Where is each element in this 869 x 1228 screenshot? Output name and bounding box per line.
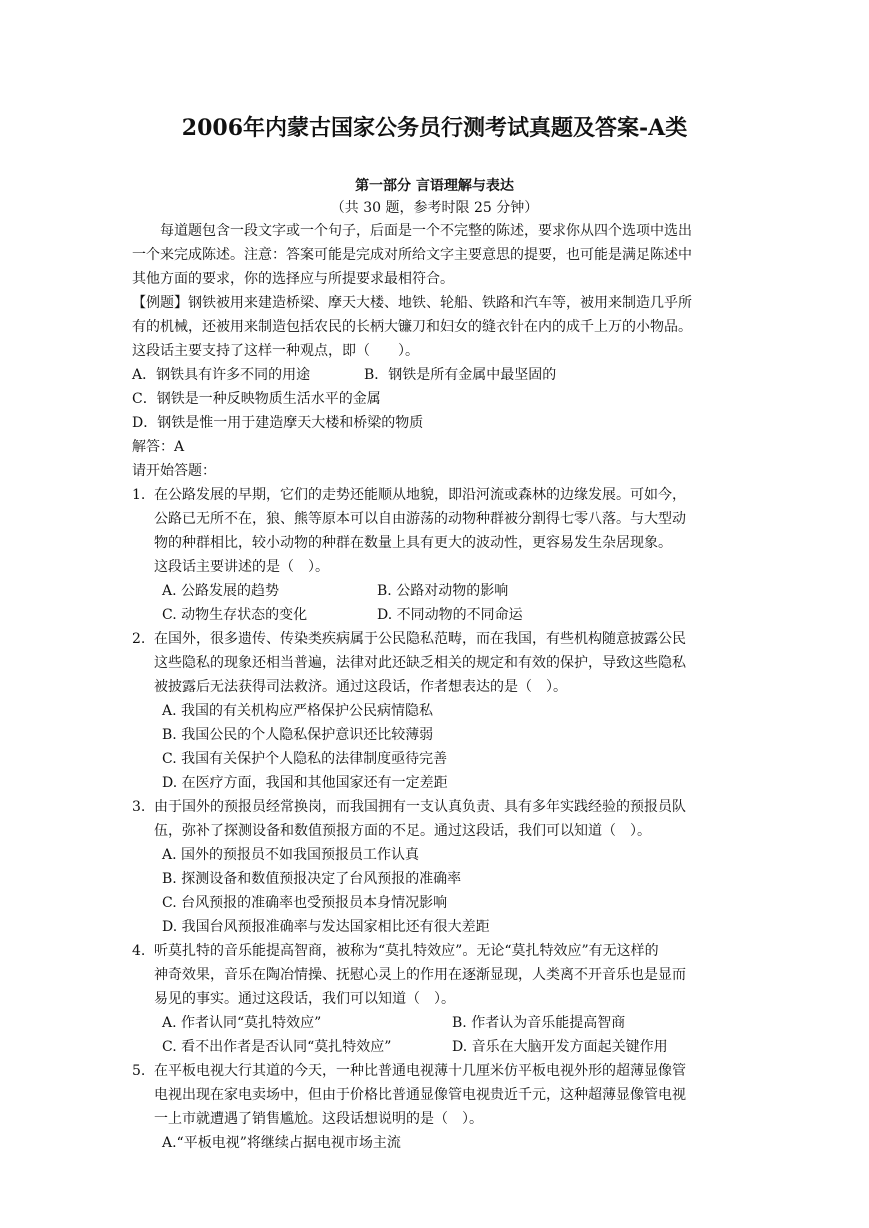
option-d: D. 音乐在大脑开发方面起关键作用 <box>452 1039 668 1055</box>
example-line: 【例题】钢铁被用来建造桥梁、摩天大楼、地铁、轮船、铁路和汽车等，被用来制造几乎所 <box>132 295 692 311</box>
question-line: 听莫扎特的音乐能提高智商，被称为“莫扎特效应”。无论“莫扎特效应”有无这样的 <box>154 943 659 959</box>
question-line: 在国外，很多遗传、传染类疾病属于公民隐私范畴，而在我国，有些机构随意披露公民 <box>154 631 686 647</box>
question-1 <box>132 483 737 507</box>
question-line: 这些隐私的现象还相当普遍，法律对此还缺乏相关的规定和有效的保护，导致这些隐私 <box>154 655 686 671</box>
option-a: A. 国外的预报员不如我国预报员工作认真 <box>162 847 420 863</box>
option-c: C. 看不出作者是否认同“莫扎特效应” <box>162 1039 392 1055</box>
option-a: A. 作者认同“莫扎特效应” <box>162 1015 322 1031</box>
question-line: 伍，弥补了探测设备和数值预报方面的不足。通过这段话，我们可以知道（ ）。 <box>154 823 651 839</box>
question-line: 电视出现在家电卖场中，但由于价格比普通显像管电视贵近千元，这种超薄显像管电视 <box>154 1087 686 1103</box>
option-d: D. 我国台风预报准确率与发达国家相比还有很大差距 <box>162 919 490 935</box>
example-option-a: A．钢铁具有许多不同的用途 <box>132 367 311 383</box>
question-line: 由于国外的预报员经常换岗，而我国拥有一支认真负责、具有多年实践经验的预报员队 <box>154 799 686 815</box>
option-b: B. 作者认为音乐能提高智商 <box>452 1015 626 1031</box>
question-number: 4. <box>132 943 146 959</box>
question-4 <box>132 939 737 963</box>
question-number: 3. <box>132 799 146 815</box>
question-3 <box>132 795 737 819</box>
option-c: C. 台风预报的准确率也受预报员本身情况影响 <box>162 895 448 911</box>
option-b: B. 探测设备和数值预报决定了台风预报的准确率 <box>162 871 462 887</box>
section-title: 第一部分 言语理解与表达 <box>355 178 514 194</box>
options-row <box>132 579 737 603</box>
example-option-b: B．钢铁是所有金属中最坚固的 <box>364 367 557 383</box>
intro-line: 一个来完成陈述。注意：答案可能是完成对所给文字主要意思的提要，也可能是满足陈述中 <box>132 247 692 263</box>
example-line: 有的机械，还被用来制造包括农民的长柄大镰刀和妇女的缝衣针在内的成千上万的小物品。 <box>132 319 692 335</box>
option-c: C. 动物生存状态的变化 <box>162 607 308 623</box>
document-title: 2006年内蒙古国家公务员行测考试真题及答案-A类 <box>181 115 688 141</box>
options-row <box>132 1011 737 1035</box>
question-2 <box>132 627 737 651</box>
option-b: B. 我国公民的个人隐私保护意识还比较薄弱 <box>162 727 434 743</box>
question-line: 在平板电视大行其道的今天，一种比普通电视薄十几厘米仿平板电视外形的超薄显像管 <box>154 1063 686 1079</box>
example-answer: 解答：A <box>132 439 185 455</box>
option-a: A.“平板电视”将继续占据电视市场主流 <box>162 1135 401 1151</box>
option-a: A. 我国的有关机构应严格保护公民病情隐私 <box>162 703 434 719</box>
question-number: 5. <box>132 1063 146 1079</box>
section-subtitle: （共 30 题，参考时限 25 分钟） <box>330 200 539 216</box>
main-text <box>132 219 737 1155</box>
option-d: D. 在医疗方面，我国和其他国家还有一定差距 <box>162 775 448 791</box>
question-line: 一上市就遭遇了销售尴尬。这段话想说明的是（ ）。 <box>154 1111 483 1127</box>
example-option-c: C．钢铁是一种反映物质生活水平的金属 <box>132 391 381 407</box>
question-line: 被披露后无法获得司法救济。通过这段话，作者想表达的是（ ）。 <box>154 679 567 695</box>
option-d: D. 不同动物的不同命运 <box>377 607 523 623</box>
example-options-row <box>132 363 737 387</box>
question-line: 在公路发展的早期，它们的走势还能顺从地貌，即沿河流或森林的边缘发展。可如今， <box>154 487 686 503</box>
intro-line: 每道题包含一段文字或一个句子，后面是一个不完整的陈述，要求你从四个选项中选出 <box>160 223 692 239</box>
question-line: 易见的事实。通过这段话，我们可以知道（ ）。 <box>154 991 455 1007</box>
option-c: C. 我国有关保护个人隐私的法律制度亟待完善 <box>162 751 448 767</box>
question-line: 这段话主要讲述的是（ ）。 <box>154 559 329 575</box>
option-b: B. 公路对动物的影响 <box>377 583 509 599</box>
example-option-d: D．钢铁是惟一用于建造摩天大楼和桥梁的物质 <box>132 415 424 431</box>
question-number: 1. <box>132 487 146 503</box>
question-number: 2. <box>132 631 146 647</box>
question-line: 神奇效果，音乐在陶冶情操、抚慰心灵上的作用在逐渐显现，人类离不开音乐也是显而 <box>154 967 686 983</box>
question-line: 物的种群相比，较小动物的种群在数量上具有更大的波动性，更容易发生杂居现象。 <box>154 535 672 551</box>
intro-line: 其他方面的要求，你的选择应与所提要求最相符合。 <box>132 271 454 287</box>
options-row <box>132 603 737 627</box>
question-line: 公路已无所不在，狼、熊等原本可以自由游荡的动物种群被分割得七零八落。与大型动 <box>154 511 686 527</box>
options-row <box>132 1035 737 1059</box>
question-5 <box>132 1059 737 1083</box>
start-prompt: 请开始答题： <box>132 463 216 479</box>
option-a: A. 公路发展的趋势 <box>162 583 280 599</box>
example-line: 这段话主要支持了这样一种观点，即（ ）。 <box>132 343 419 359</box>
